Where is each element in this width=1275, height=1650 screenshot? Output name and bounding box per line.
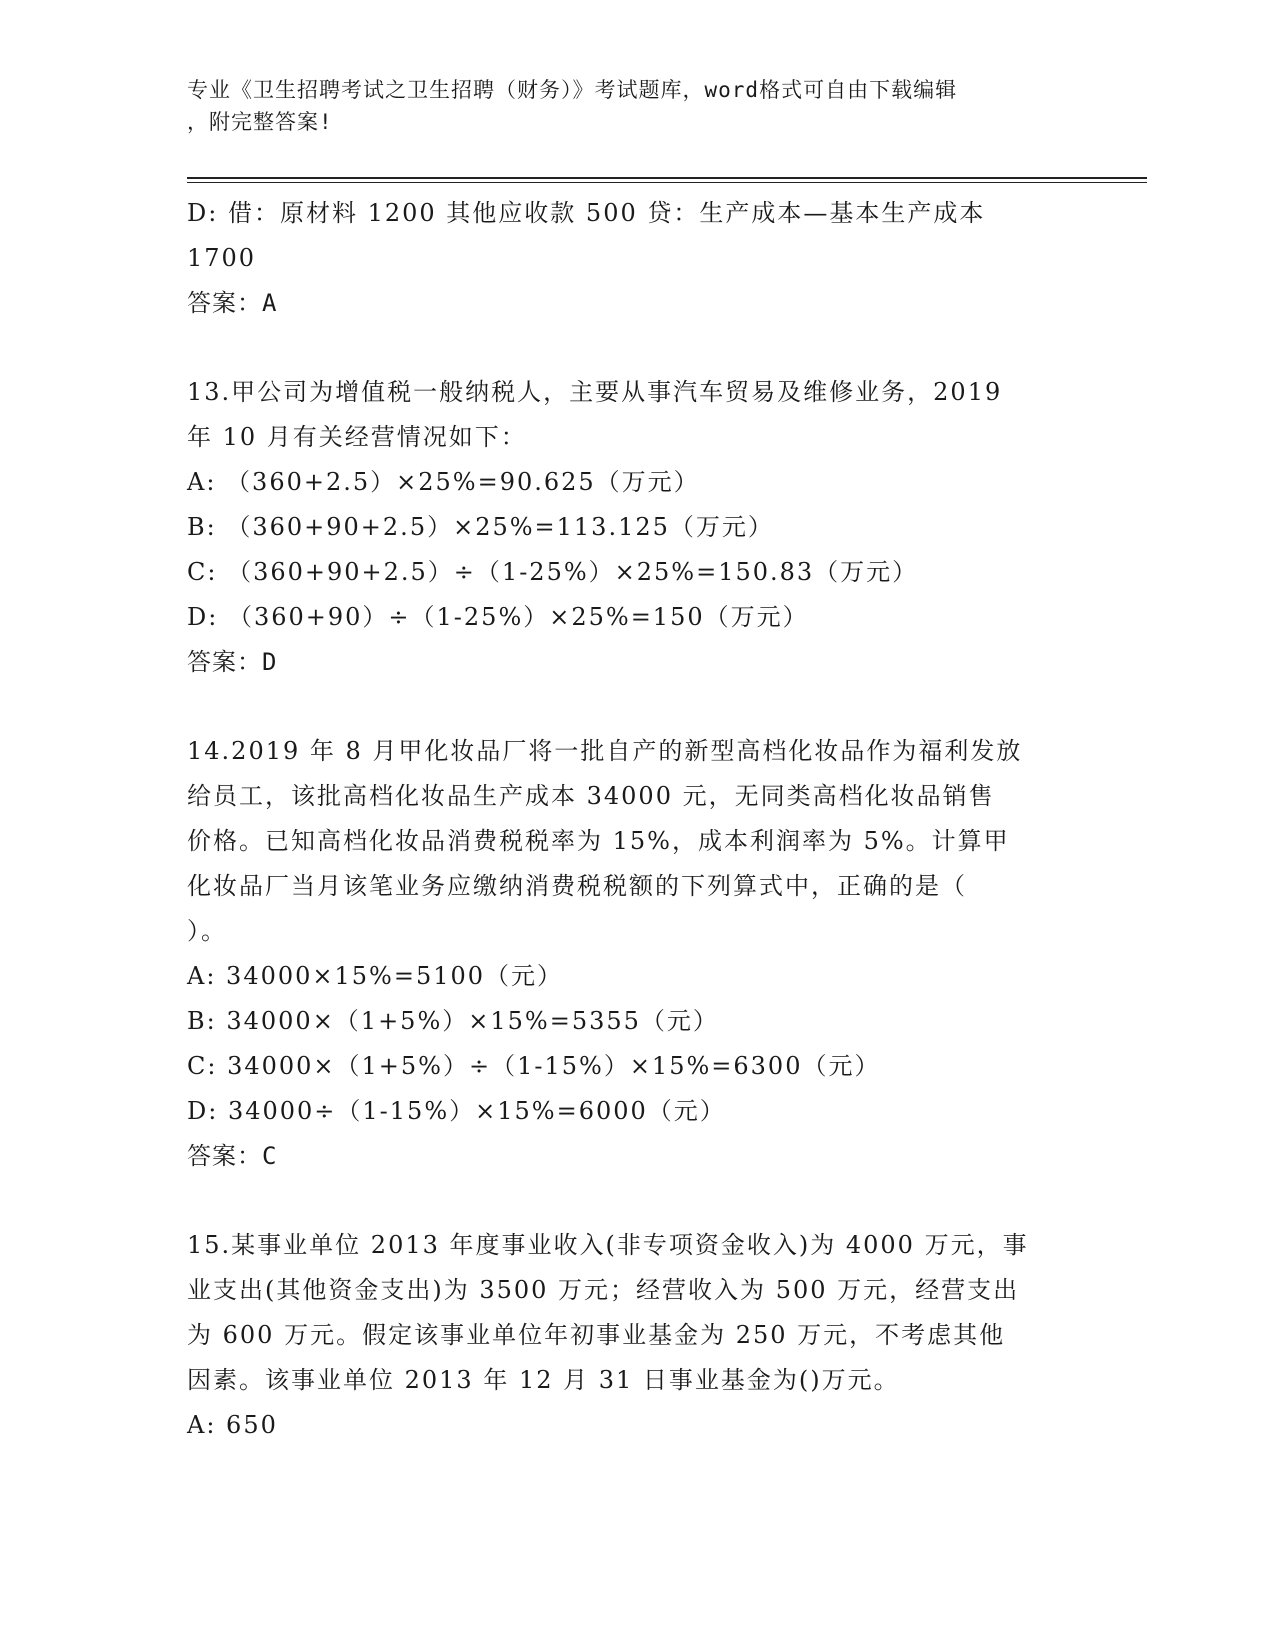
question-14 [187, 729, 1087, 1179]
q13-option-c: C: （360+90+2.5）÷（1-25%）×25%=150.83（万元） [187, 558, 919, 586]
q14-option-a: A: 34000×15%=5100（元） [187, 962, 564, 990]
page-header [187, 74, 1067, 138]
q13-option-a: A: （360+2.5）×25%=90.625（万元） [187, 468, 700, 496]
question-13 [187, 370, 1087, 685]
q13-stem-line-2: 年 10 月有关经营情况如下： [187, 423, 527, 451]
q15-option-a: A: 650 [187, 1411, 278, 1439]
q14-stem-line-1: 14.2019 年 8 月甲化妆品厂将一批自产的新型高档化妆品作为福利发放 [187, 737, 1023, 765]
q14-stem-line-4: 化妆品厂当月该笔业务应缴纳消费税税额的下列算式中，正确的是（ [187, 872, 967, 900]
q15-stem-line-2: 业支出(其他资金支出)为 3500 万元；经营收入为 500 万元，经营支出 [187, 1276, 1020, 1304]
question-15 [187, 1223, 1087, 1448]
q14-option-c: C: 34000×（1+5%）÷（1-15%）×15%=6300（元） [187, 1052, 881, 1080]
q14-option-d: D: 34000÷（1-15%）×15%=6000（元） [187, 1097, 726, 1125]
header-divider [187, 177, 1147, 179]
question-12-tail [187, 191, 1087, 326]
header-line-1: 专业《卫生招聘考试之卫生招聘（财务）》考试题库，word格式可自由下载编辑 [187, 78, 958, 102]
q12-option-d-line-1: D: 借：原材料 1200 其他应收款 500 贷：生产成本—基本生产成本 [187, 199, 986, 227]
q13-answer: 答案：D [187, 648, 278, 676]
q13-option-d: D: （360+90）÷（1-25%）×25%=150（万元） [187, 603, 809, 631]
q15-stem-line-3: 为 600 万元。假定该事业单位年初事业基金为 250 万元，不考虑其他 [187, 1321, 1006, 1349]
q14-stem-line-2: 给员工，该批高档化妆品生产成本 34000 元，无同类高档化妆品销售 [187, 782, 995, 810]
q13-option-b: B: （360+90+2.5）×25%=113.125（万元） [187, 513, 774, 541]
q13-stem-line-1: 13.甲公司为增值税一般纳税人，主要从事汽车贸易及维修业务，2019 [187, 378, 1003, 406]
q14-answer: 答案：C [187, 1142, 278, 1170]
header-divider-thin [187, 182, 1147, 183]
q14-stem-line-3: 价格。已知高档化妆品消费税税率为 15%，成本利润率为 5%。计算甲 [187, 827, 1010, 855]
q14-stem-line-5: ）。 [187, 917, 227, 945]
q12-option-d-line-2: 1700 [187, 244, 257, 272]
question-content [187, 191, 1087, 1448]
q12-answer: 答案：A [187, 289, 278, 317]
header-line-2: ，附完整答案! [187, 110, 333, 134]
q15-stem-line-1: 15.某事业单位 2013 年度事业收入(非专项资金收入)为 4000 万元，事 [187, 1231, 1029, 1259]
q14-option-b: B: 34000×（1+5%）×15%=5355（元） [187, 1007, 719, 1035]
q15-stem-line-4: 因素。该事业单位 2013 年 12 月 31 日事业基金为()万元。 [187, 1366, 900, 1394]
